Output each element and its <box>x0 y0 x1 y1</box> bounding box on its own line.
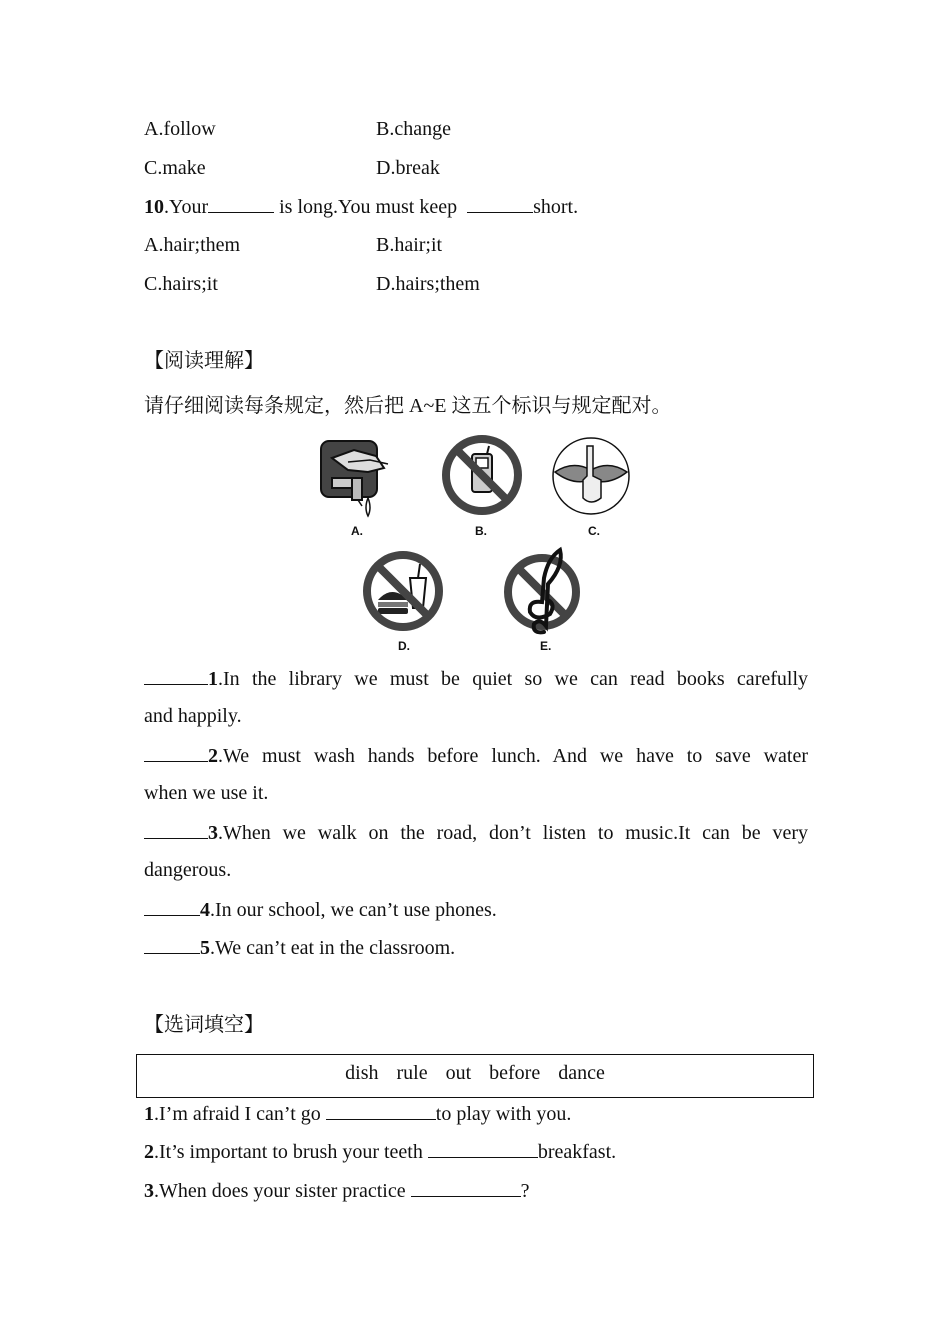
item-text: .In the library we must be quiet so we can read books carefully <box>218 668 808 690</box>
reading-item-2 <box>144 743 808 768</box>
fill-item-3 <box>144 1178 529 1203</box>
reading-item-5 <box>144 935 455 960</box>
q10-option-d: D.hairs;them <box>376 273 480 295</box>
item-number: 1 <box>208 668 218 690</box>
word-bank-item: before <box>489 1062 541 1084</box>
item-text: .In our school, we can’t use phones. <box>210 899 497 921</box>
fill-item-1 <box>144 1101 571 1126</box>
reading-item-2-cont: when we use it. <box>144 782 269 804</box>
answer-blank[interactable] <box>411 1178 521 1197</box>
sign-label-b: B. <box>475 524 487 538</box>
q9-option-b: B.change <box>376 118 451 140</box>
sign-label-a: A. <box>351 524 363 538</box>
item-number: 2 <box>208 745 218 767</box>
item-number: 3 <box>208 822 218 844</box>
question-number: 10 <box>144 196 164 218</box>
item-number: 5 <box>200 937 210 959</box>
reading-item-1 <box>144 666 808 691</box>
no-phone-icon <box>441 434 523 516</box>
item-text: .It’s important to brush your teeth <box>154 1141 428 1163</box>
sign-label-c: C. <box>588 524 600 538</box>
item-number: 3 <box>144 1180 154 1202</box>
reading-heading: 【阅读理解】 <box>144 350 264 372</box>
answer-blank[interactable] <box>144 897 200 916</box>
item-text: .When does your sister practice <box>154 1180 411 1202</box>
reading-item-3 <box>144 820 808 845</box>
fill-heading: 【选词填空】 <box>144 1014 264 1036</box>
q10-option-b: B.hair;it <box>376 234 443 256</box>
answer-blank[interactable] <box>144 935 200 954</box>
answer-blank[interactable] <box>144 743 208 762</box>
reading-item-1-cont: and happily. <box>144 705 242 727</box>
question-text: is long.You must keep <box>274 196 463 218</box>
reading-instruction: 请仔细阅读每条规定，然后把 A~E 这五个标识与规定配对。 <box>144 395 672 417</box>
word-bank-item: dance <box>558 1062 605 1084</box>
question-text: .Your <box>164 196 209 218</box>
question-10 <box>144 194 578 219</box>
item-text: to play with you. <box>435 1103 572 1125</box>
answer-blank[interactable] <box>428 1139 538 1158</box>
answer-blank[interactable] <box>144 820 208 839</box>
word-bank-item: out <box>445 1062 472 1084</box>
no-music-icon <box>504 544 584 636</box>
reading-item-4 <box>144 897 497 922</box>
item-text: .I’m afraid I can’t go <box>154 1103 326 1125</box>
answer-blank[interactable] <box>208 194 274 213</box>
wash-hands-icon <box>318 438 394 522</box>
word-bank-item: dish <box>345 1062 379 1084</box>
item-text: ? <box>520 1180 530 1202</box>
reading-item-3-cont: dangerous. <box>144 859 232 881</box>
fill-item-2 <box>144 1139 616 1164</box>
sign-label-d: D. <box>398 639 410 653</box>
q9-option-a: A.follow <box>144 118 216 140</box>
q9-option-d: D.break <box>376 157 440 179</box>
item-number: 1 <box>144 1103 154 1125</box>
q10-option-a: A.hair;them <box>144 234 241 256</box>
item-text: .When we walk on the road, don’t listen to music.It can be very <box>218 822 808 844</box>
item-number: 4 <box>200 899 210 921</box>
item-text: breakfast. <box>537 1141 617 1163</box>
word-bank <box>136 1054 814 1098</box>
q10-option-c: C.hairs;it <box>144 273 218 295</box>
question-text: short. <box>533 196 579 218</box>
quiet-icon <box>551 436 631 516</box>
item-number: 2 <box>144 1141 154 1163</box>
item-text: .We can’t eat in the classroom. <box>210 937 456 959</box>
answer-blank[interactable] <box>467 194 533 213</box>
item-text: .We must wash hands before lunch. And we have to save water <box>218 745 808 767</box>
answer-blank[interactable] <box>144 666 208 685</box>
sign-label-e: E. <box>540 639 552 653</box>
q9-option-c: C.make <box>144 157 206 179</box>
word-bank-item: rule <box>396 1062 428 1084</box>
no-food-drink-icon <box>362 550 444 632</box>
answer-blank[interactable] <box>326 1101 436 1120</box>
